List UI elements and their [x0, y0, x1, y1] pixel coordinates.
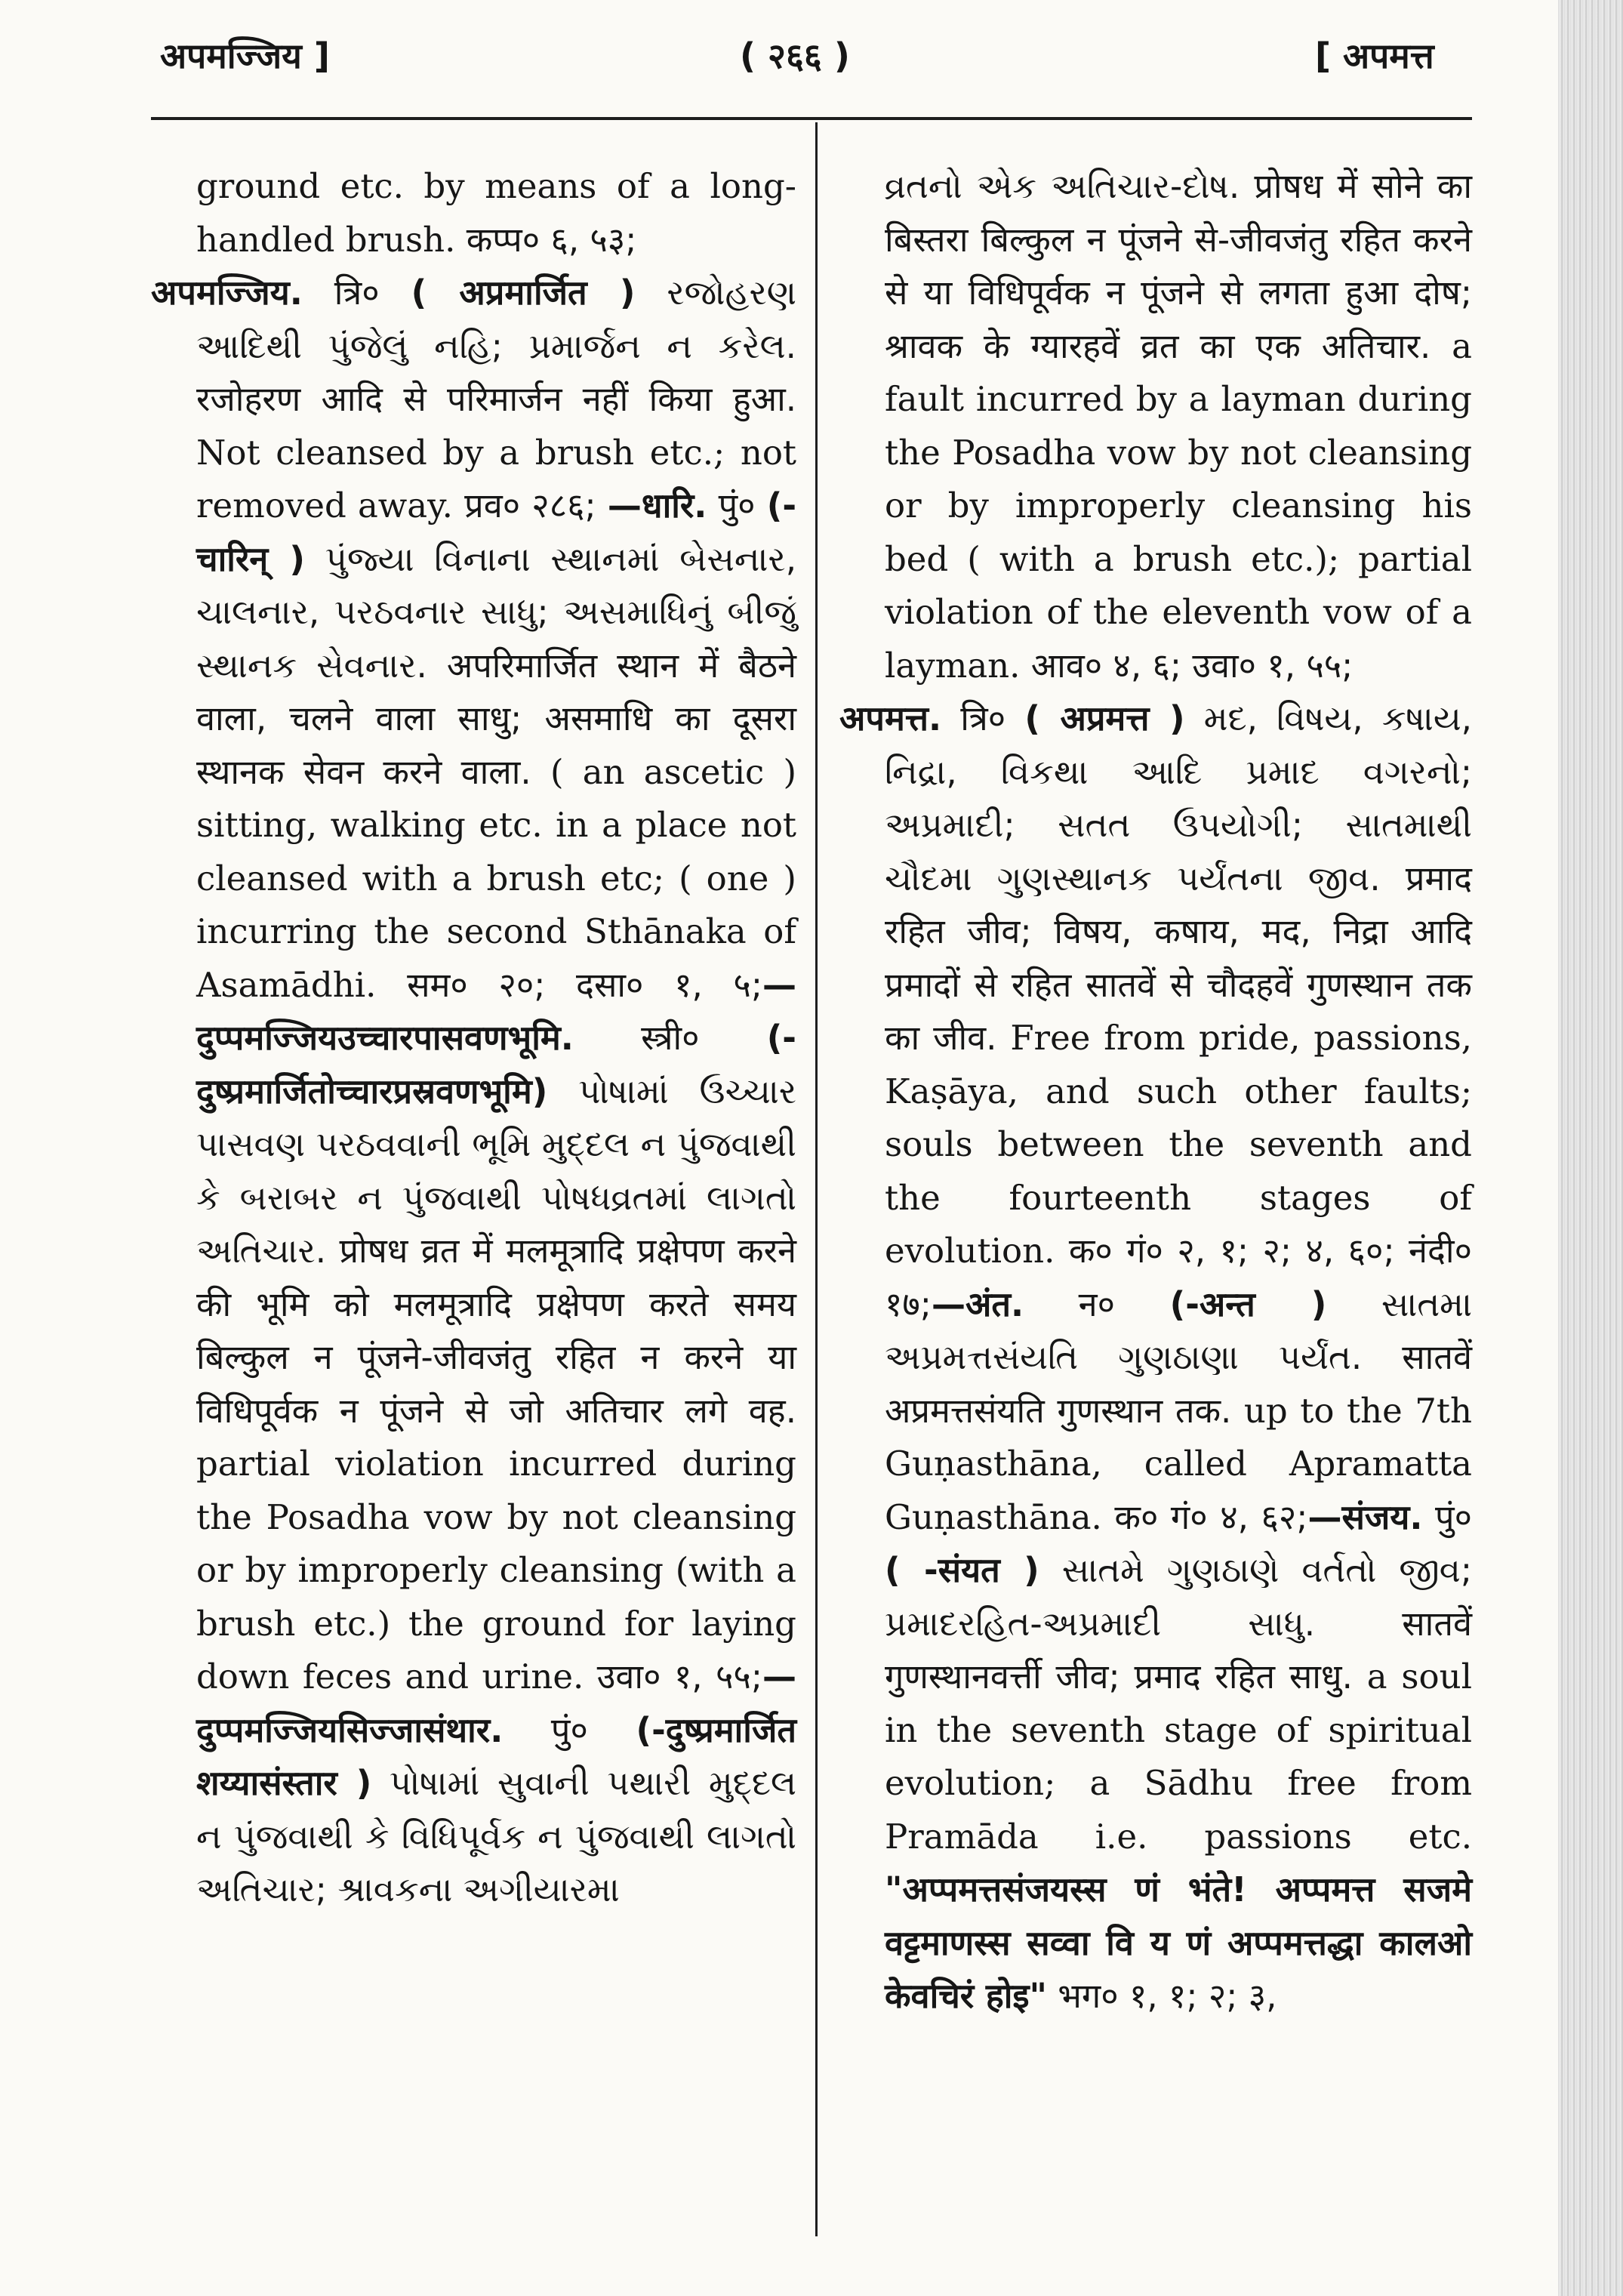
sanskrit-equivalent: (-अन्त ) [1169, 1284, 1327, 1324]
english-gloss: ( an ascetic ) sitting, walking etc. in a place not cleansed with a brush etc; ( one ) incurring the second Sthānaka of Asamādhi. [196, 751, 796, 1005]
reference: क० गं० २, १; २; ४, ६०; नंदी० १७; [885, 1231, 1472, 1324]
grammar-tag: पुं० [718, 485, 756, 525]
reference: क० गं० ४, ६२; [1114, 1496, 1308, 1537]
grammar-tag: त्रि० [960, 698, 1006, 738]
citation-quote: "अप्पमत्तसंजयस्स णं भंते! अप्पमत्त सजमे वट्टमाणस्स सव्वा वि य णं अप्पमत्तद्धा कालओ केवचिरं होइ" [885, 1869, 1472, 2016]
sub-headword: —अंत. [931, 1284, 1024, 1324]
hindi-gloss: प्रोषध व्रत में मलमूत्रादि प्रक्षेपण करने की भूमि को मलमूत्रादि प्रक्षेपण करते समय बिल्कुल न पूंजने-जीवजंतु रहित न करने या विधिपूर्वक न पूंजने से जो अतिचार लगे वह. [196, 1231, 796, 1431]
entry-continuation [839, 160, 1472, 692]
headword: अपमज्जिय. [151, 273, 303, 313]
reference: भग० १, १; २; ३, [1058, 1976, 1277, 2016]
gujarati-gloss: સાતમા અપ્રમત્તસંયતિ ગુણઠાણા પર્યંત. [885, 1284, 1472, 1377]
sub-headword: —धारि. [607, 485, 707, 525]
sub-headword: —संजय. [1307, 1496, 1423, 1537]
gujarati-gloss: પુંજ્યા વિનાના સ્થાનમાં બેસનાર, ચાલનાર, પરઠવનાર સાધુ; અસમાધિનું બીજું સ્થાનક સેવનાર. [196, 538, 797, 686]
dictionary-entry [151, 267, 796, 1917]
grammar-tag: स्त्री० [641, 1018, 700, 1058]
gujarati-gloss: સાતમે ગુણઠાણે વર્તતો જીવ; પ્રમાદરહિત-અપ્રમાદી સાધુ. [885, 1550, 1472, 1644]
hindi-gloss: अपरिमार्जित स्थान में बैठने वाला, चलने वाला साधु; असमाधि का दूसरा स्थानक सेवन करने वाला. [196, 645, 796, 792]
entry-continuation [151, 160, 796, 267]
page-number: ( २६६ ) [740, 35, 850, 76]
english-gloss: Not cleansed by a brush etc.; not removed away. [196, 432, 796, 525]
reference: सम० २०; दसा० १, ५; [407, 964, 762, 1005]
english-gloss: ground etc. by means of a long-handled brush. [196, 166, 796, 260]
hindi-gloss: रजोहरण आदि से परिमार्जन नहीं किया हुआ. [196, 379, 796, 419]
reference: कप्प० ६, ५३; [466, 219, 637, 260]
running-head-left: अपमज्जिय ] [160, 35, 330, 76]
grammar-tag: पुं० [550, 1709, 588, 1750]
gujarati-gloss: વ્રતનો એક અતિચાર-દોષ. [885, 166, 1240, 206]
sanskrit-equivalent: (-चारिन् ) [196, 485, 797, 579]
header-rule [151, 117, 1472, 120]
gujarati-gloss: મદ, વિષય, કષાય, નિદ્રા, વિકથા આદિ પ્રમાદ વગરનો; અપ્રમાદી; સતત ઉપયોગી; સાતમાથી ચૌદમા ગુણસ્થાનક પર્યંતના જીવ. [885, 698, 1472, 898]
left-column [151, 160, 796, 1917]
grammar-tag: पुं० [1435, 1496, 1472, 1537]
sub-headword: —दुप्पमज्जियउच्चारपासवणभूमि. [196, 964, 796, 1058]
english-gloss: partial violation incurred during the Posadha vow by not cleansing or by improperly cleansing (with a brush etc.) the ground for laying down feces and urine. [196, 1444, 796, 1697]
gujarati-gloss: પોષામાં સુવાની પથારી મુદ્દલ ન પુંજવાથી કે વિધિપૂર્વક ન પુંજવાથી લાગતો અતિચાર; શ્રાવકના અગીયારમા [196, 1763, 797, 1909]
reference: उवा० १, ५५; [596, 1657, 762, 1697]
reference: प्रव० २८६; [464, 485, 596, 525]
sanskrit-equivalent: ( अप्रमार्जित ) [411, 273, 636, 313]
scan-page-edge [1558, 0, 1623, 2296]
sanskrit-equivalent: (-दुष्प्रमार्जितोच्चारप्रस्रवणभूमि) [196, 1018, 796, 1111]
hindi-gloss: सातवें अप्रमत्तसंयति गुणस्थान तक. [885, 1337, 1472, 1431]
english-gloss: Free from pride, passions, Kaṣāya, and such other faults; souls between the seventh and the fourteenth stages of evolution. [885, 1018, 1472, 1271]
english-gloss: a fault incurred by a layman during the Posadha vow by not cleansing or by improperly cleansing his bed ( with a brush etc.); partial violation of the eleventh vow of a layman. [885, 325, 1473, 686]
gujarati-gloss: રજોહરણ આદિથી પુંજેલું નહિ; પ્રમાર્જન ન કરેલ. [196, 273, 796, 366]
sanskrit-equivalent: ( -संयत ) [885, 1550, 1039, 1590]
headword: अपमत्त. [839, 698, 942, 738]
english-gloss: up to the 7th Guṇasthāna, called Apramatta Guṇasthāna. [885, 1390, 1472, 1537]
dictionary-entry [839, 692, 1472, 2023]
gujarati-gloss: પોષામાં ઉચ્ચાર પાસવણ પરઠવવાની ભૂમિ મુદ્દલ ન પુંજવાથી કે બરાબર ન પુંજવાથી પોષધવ્રતમાં લાગતો અતિચાર. [196, 1071, 796, 1271]
hindi-gloss: सातवें गुणस्थानवर्त्ती जीव; प्रमाद रहित साधु. [885, 1603, 1472, 1697]
sub-headword: —दुप्पमज्जियसिज्जासंथार. [196, 1657, 796, 1750]
running-head-right: [ अपमत्त [1315, 35, 1434, 76]
grammar-tag: त्रि० [334, 273, 380, 313]
right-column [839, 160, 1472, 2023]
sanskrit-equivalent: (-दुष्प्रमार्जित शय्यासंस्तार ) [196, 1709, 796, 1803]
sanskrit-equivalent: ( अप्रमत्त ) [1024, 698, 1185, 738]
grammar-tag: न० [1078, 1284, 1116, 1324]
english-gloss: a soul in the seventh stage of spiritual evolution; a Sādhu free from Pramāda i.e. passions etc. [885, 1657, 1472, 1857]
hindi-gloss: प्रमाद रहित जीव; विषय, कषाय, मद, निद्रा आदि प्रमादों से रहित सातवें से चौदहवें गुणस्थान तक का जीव. [885, 858, 1472, 1058]
column-divider [815, 122, 818, 2236]
reference: आव० ४, ६; उवा० १, ५५; [1030, 645, 1354, 686]
hindi-gloss: प्रोषध में सोने का बिस्तरा बिल्कुल न पूंजने से-जीवजंतु रहित करने से या विधिपूर्वक न पूंजने से लगता हुआ दोष; श्रावक के ग्यारहवें व्रत का एक अतिचार. [885, 166, 1472, 366]
